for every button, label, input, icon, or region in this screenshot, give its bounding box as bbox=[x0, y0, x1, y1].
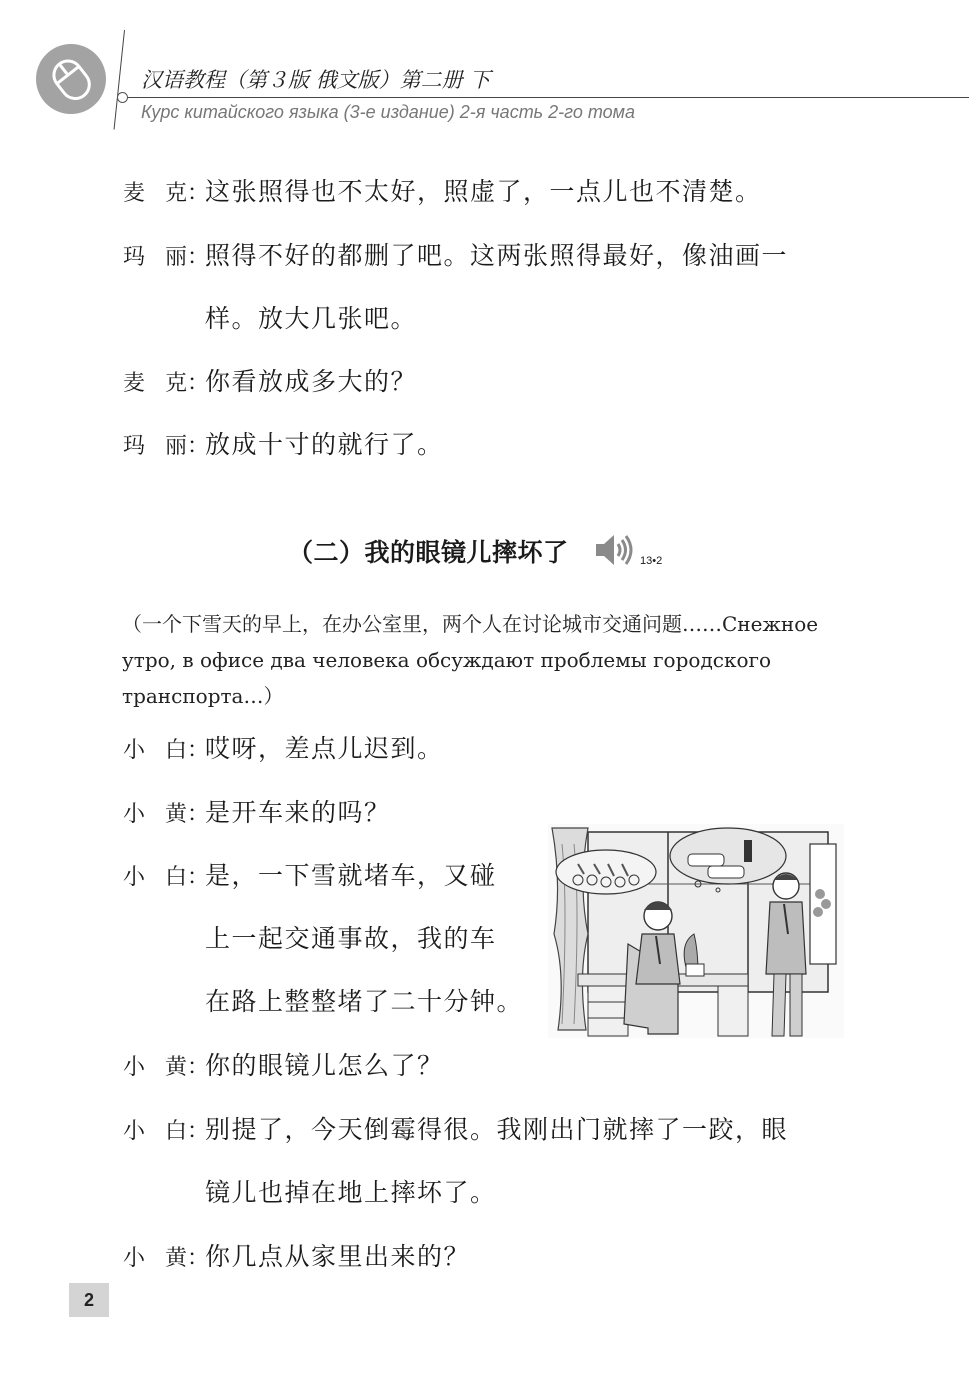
stage-direction: （一个下雪天的早上，在办公室里，两个人在讨论城市交通问题……Снежное утро, в офисе два человека обсуждают проблемы городского транспорта…） bbox=[122, 612, 819, 708]
computer-mouse-icon bbox=[36, 44, 106, 114]
speaker-label: 小 白： bbox=[123, 865, 210, 890]
speaker-label: 小 白： bbox=[123, 738, 210, 763]
speaker-label: 小 黄： bbox=[123, 1055, 210, 1080]
section-title: （二）我的眼镜儿摔坏了 bbox=[288, 538, 569, 567]
dialogue-line: 你几点从家里出来的？ bbox=[205, 1242, 471, 1271]
mouse-badge-icon bbox=[36, 44, 106, 114]
speaker-label: 小 白： bbox=[123, 1119, 210, 1144]
speaker-label: 麦 克： bbox=[123, 371, 210, 396]
speaker-label: 麦 克： bbox=[123, 181, 210, 206]
dialogue-line: 放成十寸的就行了。 bbox=[205, 430, 444, 459]
book-subtitle: Курс китайского языка (3-е издание) 2-я часть 2-го тома bbox=[141, 102, 635, 122]
dialogue-line: 是，一下雪就堵车，又碰 bbox=[205, 861, 497, 890]
page-number: 2 bbox=[84, 1290, 95, 1310]
dialogue-line: 这张照得也不太好，照虚了，一点儿也不清楚。 bbox=[205, 177, 762, 206]
dialogue-line: 样。放大几张吧。 bbox=[205, 304, 418, 333]
dialogue-line: 你的眼镜儿怎么了？ bbox=[205, 1051, 444, 1080]
header-vertical-rule bbox=[114, 30, 125, 130]
dialogue-line: 是开车来的吗？ bbox=[205, 798, 391, 827]
speaker-label: 小 黄： bbox=[123, 1246, 210, 1271]
dialogue-line: 你看放成多大的？ bbox=[205, 367, 418, 396]
dialogue-line: 哎呀，差点儿迟到。 bbox=[205, 734, 444, 763]
header-horizontal-rule bbox=[126, 97, 969, 98]
speaker-label: 小 黄： bbox=[123, 802, 210, 827]
dialogue-line: 在路上整整堵了二十分钟。 bbox=[205, 987, 524, 1016]
dialogue-line: 别提了，今天倒霉得很。我刚出门就摔了一跤，眼 bbox=[205, 1115, 789, 1144]
speaker-label: 玛 丽： bbox=[123, 434, 210, 459]
dialogue-line: 镜儿也掉在地上摔坏了。 bbox=[205, 1178, 497, 1207]
book-title: 汉语教程（第３版 俄文版）第二册 下 bbox=[141, 68, 491, 92]
office-scene-illustration bbox=[548, 824, 844, 1038]
header-rule-dot bbox=[117, 92, 128, 103]
dialogue-line: 照得不好的都删了吧。这两张照得最好，像油画一 bbox=[205, 241, 789, 270]
dialogue-line: 上一起交通事故，我的车 bbox=[205, 924, 497, 953]
speaker-audio-icon[interactable] bbox=[594, 532, 636, 568]
audio-track-code: 13•2 bbox=[640, 555, 663, 567]
speaker-label: 玛 丽： bbox=[123, 245, 210, 270]
